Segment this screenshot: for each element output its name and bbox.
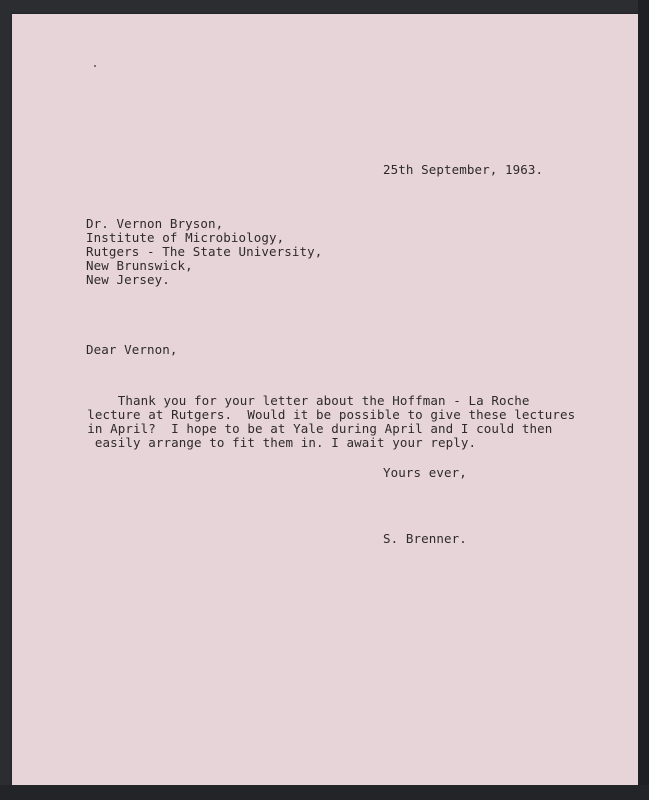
address-line: New Brunswick,	[86, 258, 193, 273]
scan-border-right	[638, 0, 649, 800]
letter-body	[72, 394, 575, 450]
address-line: Institute of Microbiology,	[86, 230, 285, 245]
body-line: lecture at Rutgers. Would it be possible to give these lectures	[72, 407, 576, 422]
letter-date: 25th September, 1963.	[383, 162, 544, 177]
body-line: easily arrange to fit them in. I await your reply.	[72, 435, 477, 450]
signature: S. Brenner.	[383, 531, 467, 546]
address-line: New Jersey.	[86, 272, 170, 287]
recipient-address	[86, 217, 322, 287]
paper-speck	[94, 65, 96, 67]
scan-border-bottom	[0, 785, 649, 800]
closing: Yours ever,	[383, 465, 467, 480]
address-line: Dr. Vernon Bryson,	[86, 216, 224, 231]
body-line: in April? I hope to be at Yale during April and I could then	[72, 421, 553, 436]
salutation: Dear Vernon,	[86, 342, 178, 357]
body-line: Thank you for your letter about the Hoffman - La Roche	[72, 393, 530, 408]
address-line: Rutgers - The State University,	[86, 244, 323, 259]
